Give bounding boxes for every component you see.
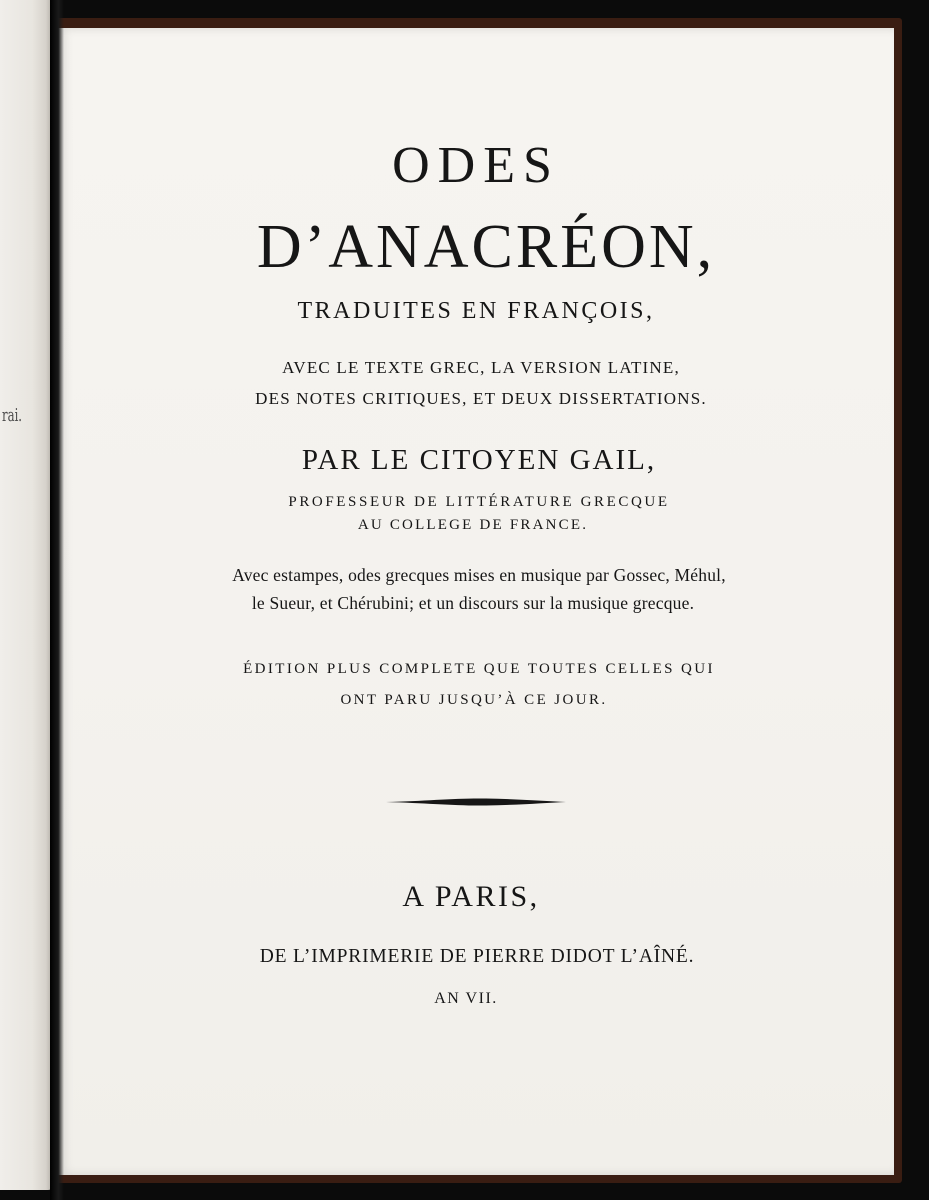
subtitle: TRADUITES EN FRANÇOIS, bbox=[297, 298, 655, 324]
edition-line-1: ÉDITION PLUS COMPLETE QUE TOUTES CELLES QUI bbox=[243, 661, 715, 677]
ornamental-rule bbox=[386, 796, 566, 808]
author-line: PAR LE CITOYEN GAIL, bbox=[301, 444, 657, 476]
profession-line-2: AU COLLEGE DE FRANCE. bbox=[357, 517, 589, 533]
previous-page-edge bbox=[0, 0, 54, 1190]
contents-line-2: DES NOTES CRITIQUES, ET DEUX DISSERTATIONS. bbox=[255, 389, 707, 408]
gutter-shadow bbox=[50, 0, 64, 1200]
place-of-publication: A PARIS, bbox=[402, 880, 540, 913]
title-page bbox=[58, 28, 894, 1175]
publication-year: AN VII. bbox=[434, 990, 498, 1007]
printer-line: DE L’IMPRIMERIE DE PIERRE DIDOT L’AÎNÉ. bbox=[259, 946, 695, 967]
previous-page-text-fragment: rai. bbox=[2, 405, 23, 426]
contents-line-1: AVEC LE TEXTE GREC, LA VERSION LATINE, bbox=[282, 358, 680, 377]
description-line-1: Avec estampes, odes grecques mises en musique par Gossec, Méhul, bbox=[232, 565, 726, 585]
profession-line-1: PROFESSEUR DE LITTÉRATURE GRECQUE bbox=[288, 494, 670, 510]
title-line-2: D’ANACRÉON, bbox=[256, 213, 716, 281]
title-line-1: ODES bbox=[392, 137, 560, 194]
description-line-2: le Sueur, et Chérubini; et un discours sur la musique grecque. bbox=[251, 593, 695, 613]
edition-line-2: ONT PARU JUSQU’À CE JOUR. bbox=[340, 692, 608, 708]
